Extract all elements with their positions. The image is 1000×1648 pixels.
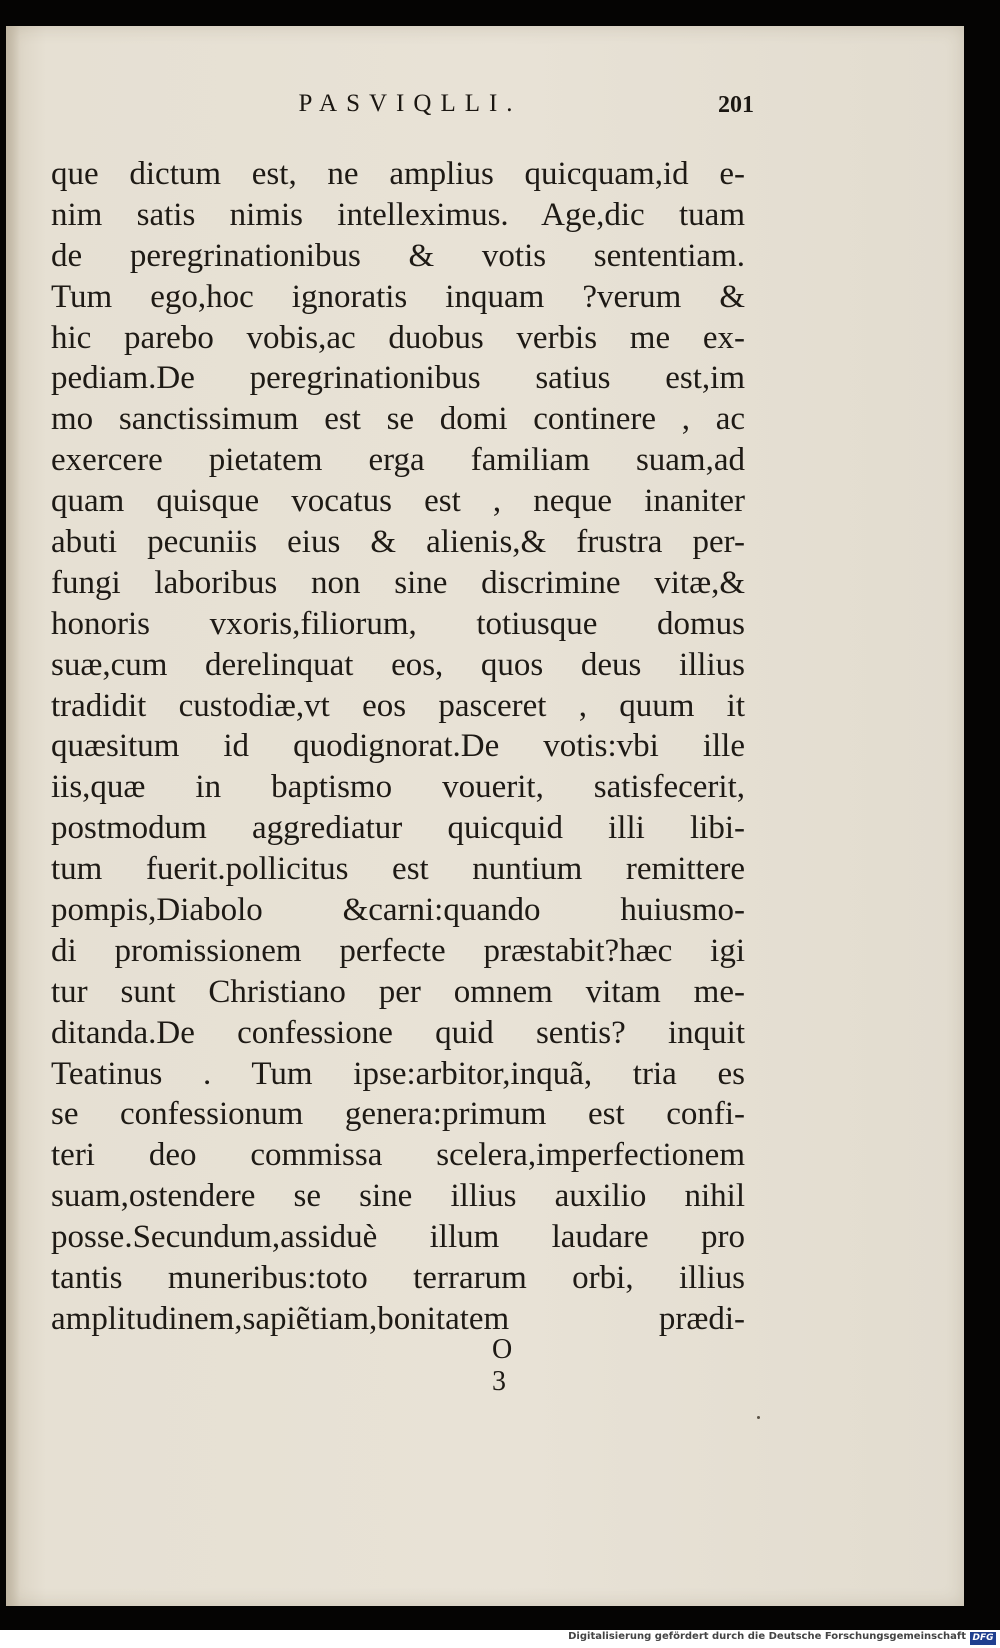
text-line: mo sanctissimum est se domi continere , ac (51, 401, 745, 438)
ink-speck (757, 1416, 760, 1419)
text-line: ditanda.De confessione quid sentis? inquit (51, 1014, 745, 1051)
text-line: tradidit custodiæ,vt eos pasceret , quum it (51, 687, 745, 724)
text-line: teri deo commissa scelera,imperfectionem (51, 1137, 745, 1174)
page-number: 201 (718, 92, 754, 118)
text-line: quæsitum id quodignorat.De votis:vbi ille (51, 728, 745, 765)
text-line: tur sunt Christiano per omnem vitam me- (51, 973, 745, 1010)
dfg-logo-icon: DFG (970, 1632, 996, 1645)
signature-mark: O 3 (492, 1334, 539, 1397)
text-line: amplitudinem,sapiẽtiam,bonitatem prædi- (51, 1300, 745, 1337)
text-line: suam,ostendere se sine illius auxilio nihil (51, 1178, 745, 1215)
text-line: suæ,cum derelinquat eos, quos deus illius (51, 646, 745, 683)
text-line: Tum ego,hoc ignoratis inquam ?verum & (51, 278, 745, 315)
text-line: hic parebo vobis,ac duobus verbis me ex- (51, 319, 745, 356)
digitization-footer (0, 1630, 1000, 1648)
text-line: abuti pecuniis eius & alienis,& frustra per- (51, 524, 745, 561)
page-gutter-shadow (6, 26, 20, 1606)
text-line: nim satis nimis intelleximus. Age,dic tuam (51, 196, 745, 233)
text-line: tantis muneribus:toto terrarum orbi, illius (51, 1260, 745, 1297)
text-line: posse.Secundum,assiduè illum laudare pro (51, 1219, 745, 1256)
funding-credit: Digitalisierung gefördert durch die Deutsche Forschungsgemeinschaft (568, 1631, 966, 1642)
text-line: honoris vxoris,filiorum, totiusque domus (51, 605, 745, 642)
text-line: di promissionem perfecte præstabit?hæc igi (51, 932, 745, 969)
text-line: quam quisque vocatus est , neque inaniter (51, 483, 745, 520)
text-line: se confessionum genera:primum est confi- (51, 1096, 745, 1133)
text-line: Teatinus . Tum ipse:arbitor,inquã, tria es (51, 1055, 745, 1092)
text-line: fungi laboribus non sine discrimine vitæ,& (51, 564, 745, 601)
text-line: iis,quæ in baptismo vouerit, satisfecerit, (51, 769, 745, 806)
text-line: exercere pietatem erga familiam suam,ad (51, 442, 745, 479)
running-head: PASVIQLLI. (298, 90, 522, 117)
text-line: que dictum est, ne amplius quicquam,id e- (51, 156, 745, 192)
text-line: pediam.De peregrinationibus satius est,im (51, 360, 745, 397)
text-line: postmodum aggrediatur quicquid illi libi- (51, 810, 745, 847)
text-line: pompis,Diabolo &carni:quando huiusmo- (51, 892, 745, 929)
text-line: tum fuerit.pollicitus est nuntium remittere (51, 851, 745, 888)
text-line: de peregrinationibus & votis sententiam. (51, 237, 745, 274)
body-text (51, 154, 745, 1340)
